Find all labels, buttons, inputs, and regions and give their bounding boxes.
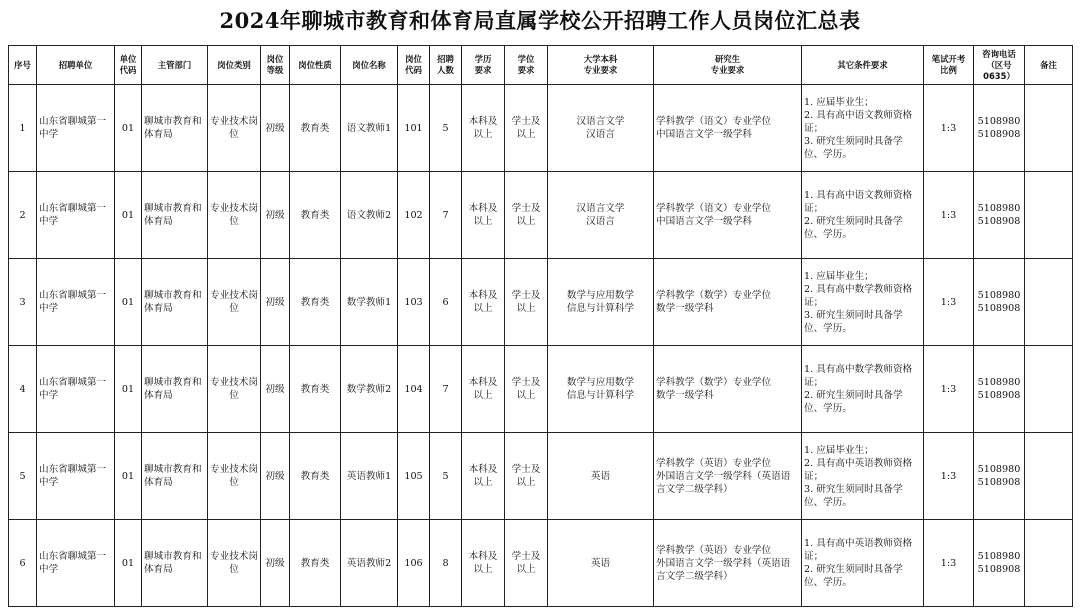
cell-unit-code: 01	[115, 520, 142, 607]
header-cell-unit: 招聘单位	[37, 46, 115, 85]
cell-edu: 本科及以上	[462, 172, 505, 259]
cell-no: 6	[9, 520, 37, 607]
cell-other: 1. 应届毕业生； 2. 具有高中数学教师资格证； 3. 研究生须同时具备学位、学历。	[802, 259, 924, 346]
header-cell-dept: 主管部门	[142, 46, 208, 85]
cell-name: 数学教师1	[341, 259, 398, 346]
header-cell-category: 岗位类别	[208, 46, 261, 85]
cell-unit-code: 01	[115, 433, 142, 520]
cell-nature: 教育类	[290, 433, 341, 520]
header-cell-other: 其它条件要求	[802, 46, 924, 85]
cell-unit: 山东省聊城第一中学	[37, 520, 115, 607]
cell-level: 初级	[261, 346, 290, 433]
cell-edu: 本科及以上	[462, 346, 505, 433]
header-cell-unit-code: 单位 代码	[115, 46, 142, 85]
cell-edu: 本科及以上	[462, 85, 505, 172]
cell-degree: 学士及以上	[505, 259, 548, 346]
cell-note	[1025, 85, 1073, 172]
cell-level: 初级	[261, 85, 290, 172]
cell-level: 初级	[261, 259, 290, 346]
cell-name: 英语教师1	[341, 433, 398, 520]
header-cell-count: 招聘 人数	[430, 46, 462, 85]
cell-ratio: 1:3	[924, 259, 974, 346]
header-cell-ratio: 笔试开考 比例	[924, 46, 974, 85]
cell-note	[1025, 172, 1073, 259]
cell-nature: 教育类	[290, 172, 341, 259]
cell-grad: 学科教学（英语）专业学位 外国语言文学一级学科（英语语言文学二级学科）	[654, 520, 802, 607]
cell-edu: 本科及以上	[462, 520, 505, 607]
cell-level: 初级	[261, 520, 290, 607]
cell-note	[1025, 259, 1073, 346]
cell-unit: 山东省聊城第一中学	[37, 259, 115, 346]
table-header	[9, 46, 1073, 85]
cell-code: 106	[398, 520, 430, 607]
header-cell-note: 备注	[1025, 46, 1073, 85]
cell-phone: 5108980 5108908	[974, 85, 1025, 172]
header-cell-degree: 学位 要求	[505, 46, 548, 85]
cell-grad: 学科教学（数学）专业学位 数学一级学科	[654, 346, 802, 433]
cell-other: 1. 具有高中英语教师资格证； 2. 研究生须同时具备学位、学历。	[802, 520, 924, 607]
cell-count: 6	[430, 259, 462, 346]
cell-nature: 教育类	[290, 259, 341, 346]
header-cell-no: 序号	[9, 46, 37, 85]
cell-code: 104	[398, 346, 430, 433]
cell-level: 初级	[261, 433, 290, 520]
cell-phone: 5108980 5108908	[974, 520, 1025, 607]
cell-grad: 学科教学（英语）专业学位 外国语言文学一级学科（英语语言文学二级学科）	[654, 433, 802, 520]
cell-unit-code: 01	[115, 259, 142, 346]
cell-undergrad: 英语	[548, 520, 654, 607]
cell-grad: 学科教学（语文）专业学位 中国语言文学一级学科	[654, 85, 802, 172]
cell-unit: 山东省聊城第一中学	[37, 433, 115, 520]
header-cell-grad: 研究生 专业要求	[654, 46, 802, 85]
table-row	[9, 85, 1073, 172]
cell-dept: 聊城市教育和体育局	[142, 172, 208, 259]
table-body	[9, 85, 1073, 607]
table-row	[9, 433, 1073, 520]
cell-code: 103	[398, 259, 430, 346]
table-row	[9, 172, 1073, 259]
cell-category: 专业技术岗位	[208, 346, 261, 433]
cell-degree: 学士及以上	[505, 433, 548, 520]
cell-edu: 本科及以上	[462, 259, 505, 346]
cell-nature: 教育类	[290, 85, 341, 172]
cell-phone: 5108980 5108908	[974, 172, 1025, 259]
cell-ratio: 1:3	[924, 85, 974, 172]
cell-note	[1025, 433, 1073, 520]
cell-no: 4	[9, 346, 37, 433]
cell-note	[1025, 346, 1073, 433]
cell-dept: 聊城市教育和体育局	[142, 433, 208, 520]
page-title: 2024年聊城市教育和体育局直属学校公开招聘工作人员岗位汇总表	[219, 8, 861, 33]
cell-unit: 山东省聊城第一中学	[37, 172, 115, 259]
cell-phone: 5108980 5108908	[974, 259, 1025, 346]
cell-dept: 聊城市教育和体育局	[142, 259, 208, 346]
cell-phone: 5108980 5108908	[974, 433, 1025, 520]
positions-table	[8, 45, 1073, 607]
cell-degree: 学士及以上	[505, 85, 548, 172]
cell-category: 专业技术岗位	[208, 433, 261, 520]
cell-name: 英语教师2	[341, 520, 398, 607]
cell-no: 1	[9, 85, 37, 172]
cell-edu: 本科及以上	[462, 433, 505, 520]
cell-dept: 聊城市教育和体育局	[142, 520, 208, 607]
table-row	[9, 346, 1073, 433]
cell-category: 专业技术岗位	[208, 85, 261, 172]
cell-count: 5	[430, 433, 462, 520]
cell-count: 7	[430, 172, 462, 259]
cell-unit: 山东省聊城第一中学	[37, 346, 115, 433]
table-row	[9, 520, 1073, 607]
cell-name: 数学教师2	[341, 346, 398, 433]
cell-phone: 5108980 5108908	[974, 346, 1025, 433]
cell-degree: 学士及以上	[505, 346, 548, 433]
cell-no: 3	[9, 259, 37, 346]
cell-category: 专业技术岗位	[208, 520, 261, 607]
cell-grad: 学科教学（语文）专业学位 中国语言文学一级学科	[654, 172, 802, 259]
cell-dept: 聊城市教育和体育局	[142, 85, 208, 172]
header-cell-edu: 学历 要求	[462, 46, 505, 85]
cell-nature: 教育类	[290, 520, 341, 607]
header-cell-nature: 岗位性质	[290, 46, 341, 85]
cell-unit: 山东省聊城第一中学	[37, 85, 115, 172]
cell-unit-code: 01	[115, 346, 142, 433]
cell-unit-code: 01	[115, 85, 142, 172]
cell-category: 专业技术岗位	[208, 172, 261, 259]
cell-code: 101	[398, 85, 430, 172]
header-cell-name: 岗位名称	[341, 46, 398, 85]
cell-count: 7	[430, 346, 462, 433]
header-row	[9, 46, 1073, 85]
cell-code: 105	[398, 433, 430, 520]
cell-no: 5	[9, 433, 37, 520]
cell-dept: 聊城市教育和体育局	[142, 346, 208, 433]
cell-other: 1. 应届毕业生； 2. 具有高中英语教师资格证； 3. 研究生须同时具备学位、学历。	[802, 433, 924, 520]
cell-other: 1. 具有高中语文教师资格证； 2. 研究生须同时具备学位、学历。	[802, 172, 924, 259]
cell-count: 5	[430, 85, 462, 172]
cell-count: 8	[430, 520, 462, 607]
cell-nature: 教育类	[290, 346, 341, 433]
cell-name: 语文教师2	[341, 172, 398, 259]
cell-ratio: 1:3	[924, 346, 974, 433]
cell-grad: 学科教学（数学）专业学位 数学一级学科	[654, 259, 802, 346]
cell-level: 初级	[261, 172, 290, 259]
cell-degree: 学士及以上	[505, 172, 548, 259]
cell-code: 102	[398, 172, 430, 259]
cell-ratio: 1:3	[924, 433, 974, 520]
cell-ratio: 1:3	[924, 172, 974, 259]
cell-undergrad: 汉语言文学 汉语言	[548, 172, 654, 259]
cell-note	[1025, 520, 1073, 607]
header-cell-level: 岗位 等级	[261, 46, 290, 85]
cell-undergrad: 数学与应用数学 信息与计算科学	[548, 259, 654, 346]
header-cell-undergrad: 大学本科 专业要求	[548, 46, 654, 85]
cell-other: 1. 具有高中数学教师资格证； 2. 研究生须同时具备学位、学历。	[802, 346, 924, 433]
cell-category: 专业技术岗位	[208, 259, 261, 346]
cell-undergrad: 汉语言文学 汉语言	[548, 85, 654, 172]
cell-unit-code: 01	[115, 172, 142, 259]
table-row	[9, 259, 1073, 346]
header-cell-phone: 咨询电话 （区号 0635）	[974, 46, 1025, 85]
header-cell-code: 岗位 代码	[398, 46, 430, 85]
cell-degree: 学士及以上	[505, 520, 548, 607]
cell-other: 1. 应届毕业生； 2. 具有高中语文教师资格证； 3. 研究生须同时具备学位、学历。	[802, 85, 924, 172]
cell-undergrad: 数学与应用数学 信息与计算科学	[548, 346, 654, 433]
cell-no: 2	[9, 172, 37, 259]
cell-undergrad: 英语	[548, 433, 654, 520]
cell-ratio: 1:3	[924, 520, 974, 607]
cell-name: 语文教师1	[341, 85, 398, 172]
